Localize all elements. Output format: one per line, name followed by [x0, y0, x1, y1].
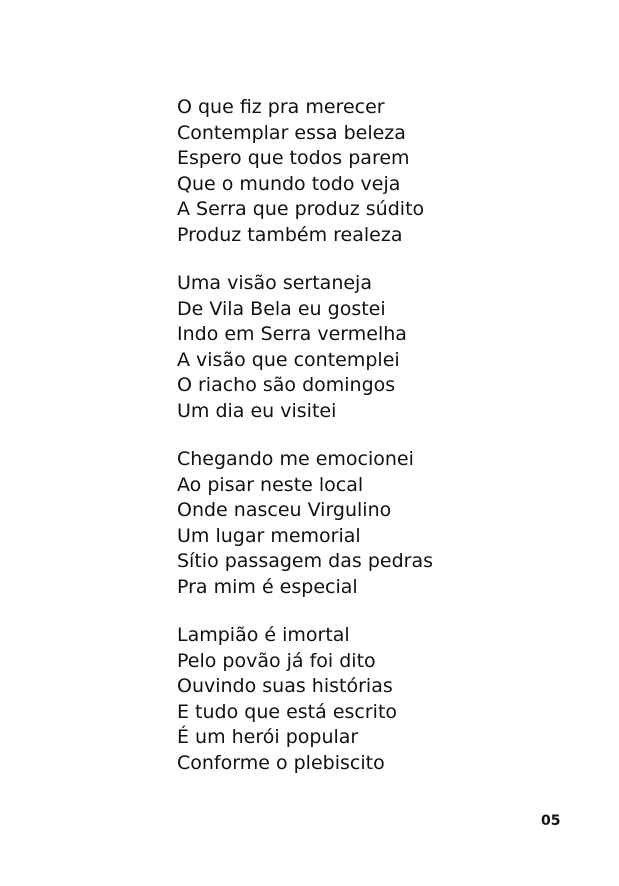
verse-line: Contemplar essa beleza [177, 121, 406, 144]
verse-line: Um lugar memorial [177, 524, 361, 547]
verse-line: De Vila Bela eu gostei [177, 297, 386, 320]
verse-line: Chegando me emocionei [177, 448, 414, 470]
verse-line: Produz também realeza [177, 223, 403, 246]
verse-line: Ao pisar neste local [177, 473, 364, 496]
verse-line: Pelo povão já foi dito [177, 649, 376, 672]
stanza-3 [177, 447, 597, 600]
verse-line: É um herói popular [177, 726, 359, 748]
verse-line: Ouvindo suas histórias [177, 675, 393, 697]
page-number: 05 [541, 813, 561, 829]
verse-line: A visão que contemplei [177, 348, 400, 371]
verse-line: A Serra que produz súdito [177, 198, 425, 220]
verse-line: Espero que todos parem [177, 147, 410, 169]
stanza-1 [177, 95, 597, 248]
verse-line: Que o mundo todo veja [177, 172, 401, 195]
verse-line: E tudo que está escrito [177, 700, 398, 723]
verse-line: O riacho são domingos [177, 374, 396, 396]
stanza-2 [177, 271, 597, 424]
verse-line: Lampião é imortal [177, 624, 350, 646]
verse-line: Conforme o plebiscito [177, 751, 385, 774]
verse-line: Indo em Serra vermelha [177, 323, 407, 345]
verse-line: Um dia eu visitei [177, 399, 337, 422]
verse-line: Sítio passagem das pedras [177, 550, 433, 572]
stanza-4 [177, 623, 597, 776]
verse-line: O que fiz pra merecer [177, 96, 385, 118]
verse-line: Onde nasceu Virgulino [177, 499, 392, 521]
verse-line: Uma visão sertaneja [177, 272, 372, 294]
poem [177, 95, 597, 799]
verse-line: Pra mim é especial [177, 575, 358, 598]
